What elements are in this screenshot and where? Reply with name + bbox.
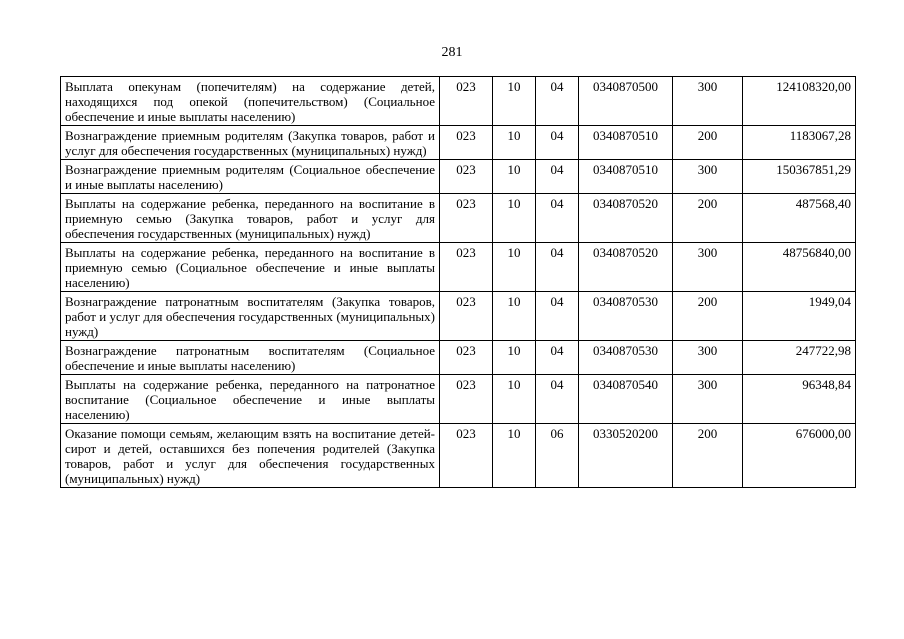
amount-cell: 1949,04 (743, 292, 856, 341)
amount-cell: 124108320,00 (743, 77, 856, 126)
table-row (61, 160, 856, 194)
table-row (61, 126, 856, 160)
target-article-cell: 0340870510 (579, 160, 673, 194)
page-number: 281 (441, 45, 463, 60)
description-cell: Выплаты на содержание ребенка, переданного на воспитание в приемную семью (Закупка товаров, работ и услуг для обеспечения государственных (муниципальных) нужд) (61, 194, 440, 243)
target-article-cell: 0340870530 (579, 292, 673, 341)
section-code-cell: 10 (493, 243, 536, 292)
section-code-cell: 10 (493, 194, 536, 243)
section-code-cell: 10 (493, 126, 536, 160)
table-row (61, 375, 856, 424)
description-cell: Вознаграждение патронатным воспитателям (Закупка товаров, работ и услуг для обеспечения государственных (муниципальных) нужд) (61, 292, 440, 341)
amount-cell: 1183067,28 (743, 126, 856, 160)
expense-type-cell: 300 (673, 375, 743, 424)
description-cell: Вознаграждение приемным родителям (Социальное обеспечение и иные выплаты населению) (61, 160, 440, 194)
target-article-cell: 0340870520 (579, 194, 673, 243)
subsection-code-cell: 04 (536, 77, 579, 126)
expense-type-cell: 300 (673, 160, 743, 194)
ministry-code-cell: 023 (440, 375, 493, 424)
table-row (61, 77, 856, 126)
section-code-cell: 10 (493, 292, 536, 341)
target-article-cell: 0340870500 (579, 77, 673, 126)
subsection-code-cell: 04 (536, 375, 579, 424)
subsection-code-cell: 04 (536, 341, 579, 375)
expense-type-cell: 200 (673, 292, 743, 341)
amount-cell: 96348,84 (743, 375, 856, 424)
table-row (61, 341, 856, 375)
amount-cell: 487568,40 (743, 194, 856, 243)
description-cell: Вознаграждение приемным родителям (Закупка товаров, работ и услуг для обеспечения государственных (муниципальных) нужд) (61, 126, 440, 160)
section-code-cell: 10 (493, 77, 536, 126)
section-code-cell: 10 (493, 160, 536, 194)
description-cell: Выплаты на содержание ребенка, переданного на патронатное воспитание (Социальное обеспечение и иные выплаты населению) (61, 375, 440, 424)
ministry-code-cell: 023 (440, 160, 493, 194)
amount-cell: 247722,98 (743, 341, 856, 375)
table-row (61, 243, 856, 292)
target-article-cell: 0340870510 (579, 126, 673, 160)
subsection-code-cell: 04 (536, 292, 579, 341)
ministry-code-cell: 023 (440, 194, 493, 243)
section-code-cell: 10 (493, 375, 536, 424)
target-article-cell: 0340870520 (579, 243, 673, 292)
subsection-code-cell: 04 (536, 126, 579, 160)
target-article-cell: 0330520200 (579, 424, 673, 488)
amount-cell: 676000,00 (743, 424, 856, 488)
expense-type-cell: 300 (673, 341, 743, 375)
amount-cell: 48756840,00 (743, 243, 856, 292)
budget-table (60, 76, 856, 488)
ministry-code-cell: 023 (440, 77, 493, 126)
target-article-cell: 0340870540 (579, 375, 673, 424)
description-cell: Выплата опекунам (попечителям) на содержание детей, находящихся под опекой (попечительством) (Социальное обеспечение и иные выплаты населению) (61, 77, 440, 126)
ministry-code-cell: 023 (440, 126, 493, 160)
table-body (61, 77, 856, 488)
subsection-code-cell: 06 (536, 424, 579, 488)
expense-type-cell: 200 (673, 126, 743, 160)
section-code-cell: 10 (493, 424, 536, 488)
table-row (61, 194, 856, 243)
ministry-code-cell: 023 (440, 243, 493, 292)
table-row (61, 424, 856, 488)
description-cell: Оказание помощи семьям, желающим взять на воспитание детей-сирот и детей, оставшихся без попечения родителей (Закупка товаров, работ и услуг для обеспечения государственных (муниципальных) нужд) (61, 424, 440, 488)
ministry-code-cell: 023 (440, 341, 493, 375)
subsection-code-cell: 04 (536, 160, 579, 194)
expense-type-cell: 300 (673, 77, 743, 126)
subsection-code-cell: 04 (536, 243, 579, 292)
section-code-cell: 10 (493, 341, 536, 375)
subsection-code-cell: 04 (536, 194, 579, 243)
target-article-cell: 0340870530 (579, 341, 673, 375)
expense-type-cell: 200 (673, 424, 743, 488)
amount-cell: 150367851,29 (743, 160, 856, 194)
description-cell: Выплаты на содержание ребенка, переданного на воспитание в приемную семью (Социальное обеспечение и иные выплаты населению) (61, 243, 440, 292)
description-cell: Вознаграждение патронатным воспитателям (Социальное обеспечение и иные выплаты населению) (61, 341, 440, 375)
table-row (61, 292, 856, 341)
expense-type-cell: 300 (673, 243, 743, 292)
ministry-code-cell: 023 (440, 292, 493, 341)
ministry-code-cell: 023 (440, 424, 493, 488)
expense-type-cell: 200 (673, 194, 743, 243)
